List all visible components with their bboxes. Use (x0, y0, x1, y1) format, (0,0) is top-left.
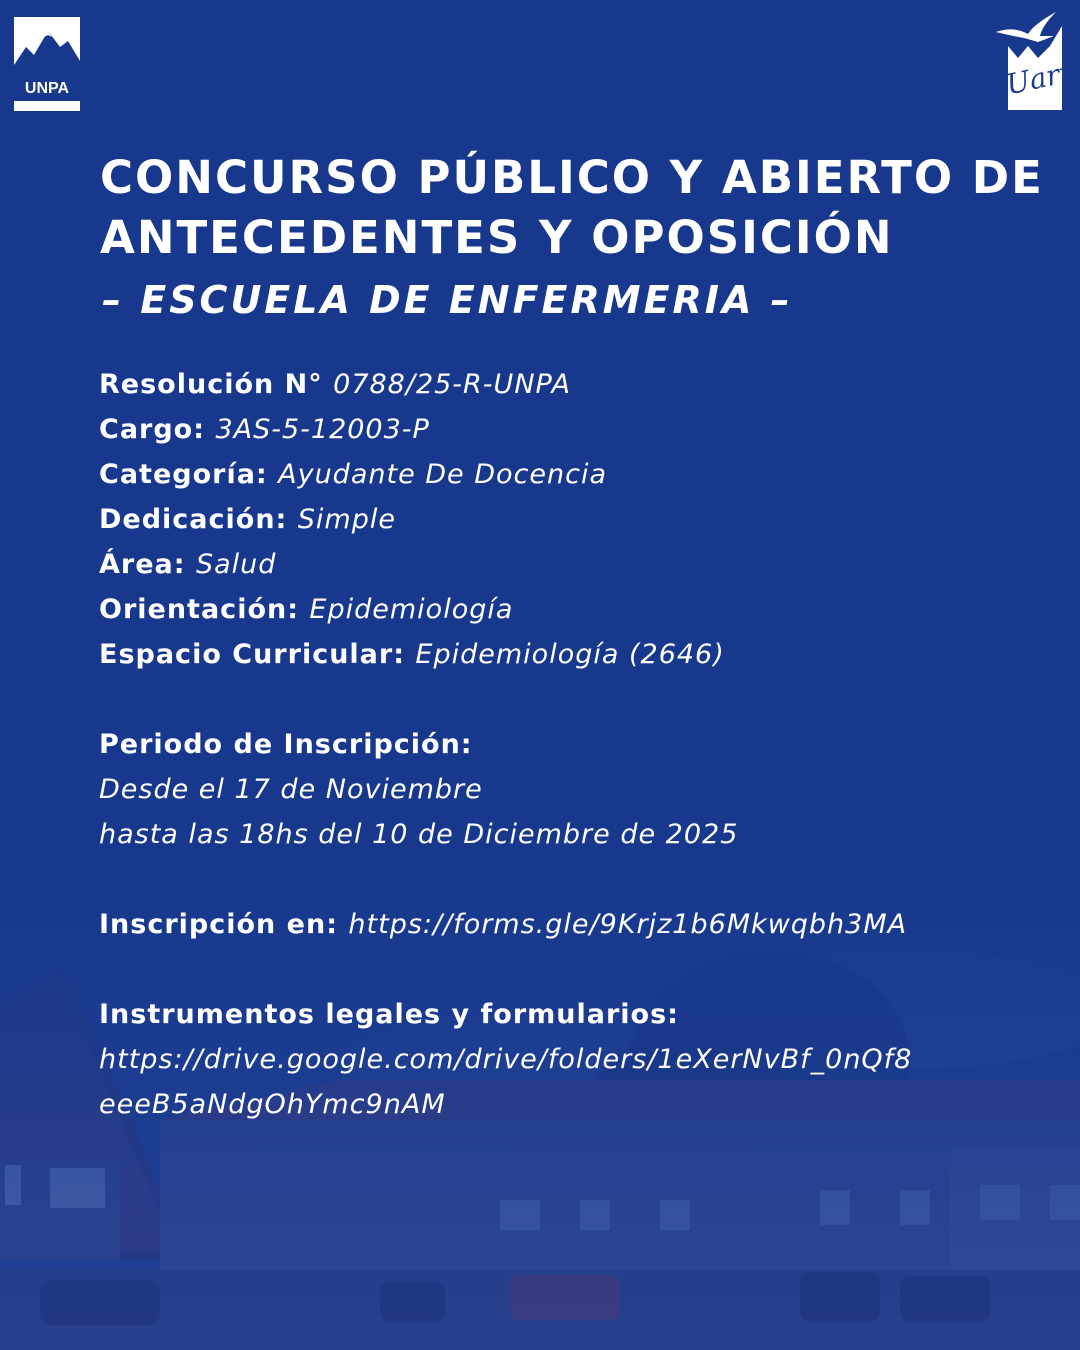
inscription-period-end: hasta las 18hs del 10 de Diciembre de 2025 (99, 819, 739, 850)
page-subtitle: – ESCUELA DE ENFERMERIA – (102, 278, 793, 322)
detail-value: Epidemiología (2646) (415, 639, 725, 670)
instruments-label: Instrumentos legales y formularios: (99, 999, 679, 1030)
instruments-drive-link-cont[interactable]: eeeB5aNdgOhYmc9nAM (99, 1089, 446, 1120)
uart-logo (994, 6, 1074, 112)
mountain-icon (14, 17, 80, 87)
detail-curricular-space (99, 632, 1059, 677)
detail-value: Ayudante De Docencia (278, 459, 608, 490)
detail-label: Categoría: (99, 459, 279, 490)
title-line-2: ANTECEDENTES Y OPOSICIÓN (100, 211, 894, 264)
detail-label: Orientación: (99, 594, 310, 625)
detail-orientation (99, 587, 1059, 632)
detail-value: Simple (297, 504, 396, 535)
instruments-drive-link[interactable]: https://drive.google.com/drive/folders/1eXerNvBf_0nQf8 (99, 1044, 913, 1075)
inscription-label: Inscripción en: (99, 909, 349, 940)
detail-value: Epidemiología (309, 594, 514, 625)
inscription-period-label: Periodo de Inscripción: (99, 729, 473, 760)
unpa-logo-bar (14, 101, 80, 111)
detail-value: 0788/25-R-UNPA (333, 369, 571, 400)
inscription-form-link[interactable]: https://forms.gle/9Krjz1b6Mkwqbh3MA (348, 909, 908, 940)
detail-label: Espacio Curricular: (99, 639, 416, 670)
contest-details (99, 362, 1059, 1127)
inscription-period-start: Desde el 17 de Noviembre (99, 774, 483, 805)
detail-value: Salud (195, 549, 277, 580)
detail-resolution (99, 362, 1059, 407)
detail-area (99, 542, 1059, 587)
page-title (100, 148, 1060, 268)
inscription-row (99, 902, 1059, 947)
unpa-logo (14, 17, 80, 111)
title-line-1: CONCURSO PÚBLICO Y ABIERTO DE (100, 151, 1044, 204)
detail-value: 3AS-5-12003-P (215, 414, 430, 445)
detail-cargo (99, 407, 1059, 452)
uart-logo-text: Uart (1003, 55, 1074, 102)
detail-label: Área: (99, 549, 196, 580)
detail-label: Resolución N° (99, 369, 334, 400)
detail-category (99, 452, 1059, 497)
unpa-logo-text: UNPA (24, 80, 70, 97)
detail-label: Cargo: (99, 414, 216, 445)
detail-label: Dedicación: (99, 504, 298, 535)
detail-dedication (99, 497, 1059, 542)
